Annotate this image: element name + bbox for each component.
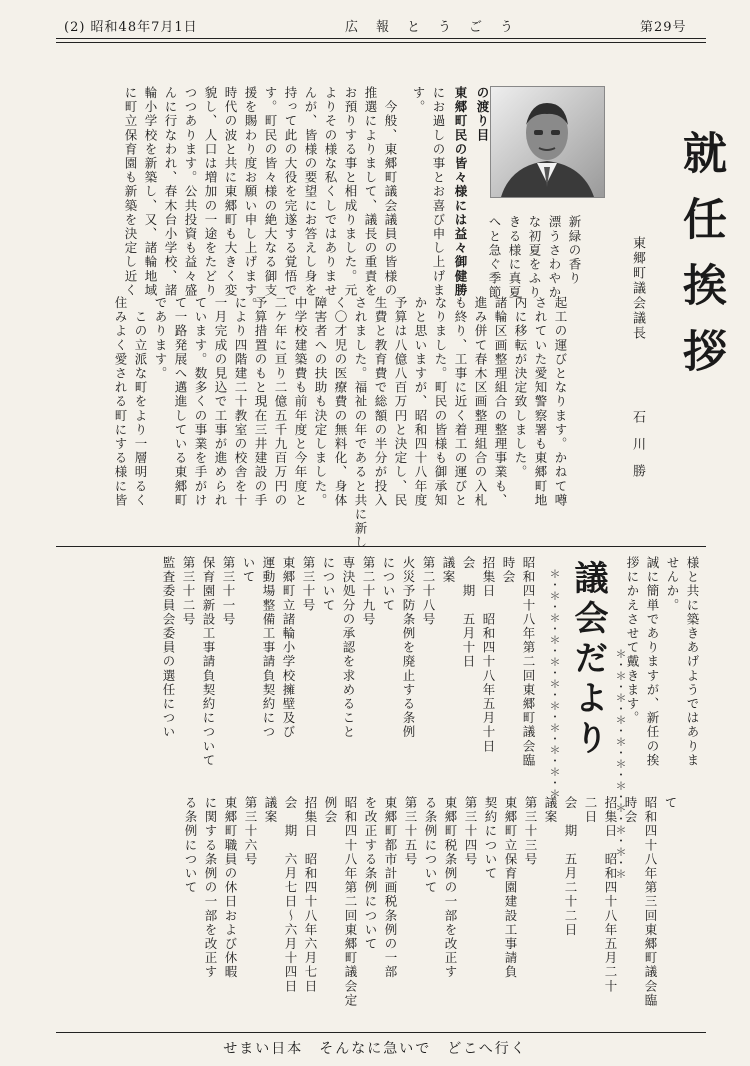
footer-rule bbox=[56, 1032, 706, 1033]
lead-bold-2-text: 東郷町民の皆々様には益々御健勝 bbox=[453, 86, 468, 298]
publication-title: 広報とうごう bbox=[345, 20, 532, 35]
council-session-1: 昭和四十八年第二回東郷町議会臨 時会 招集日 昭和四十八年五月十日 会 期 五月十日 議案 第二十八号 火災予防条例を廃止する条例 について 第二十九号 専決処分の承認を求めること について 第三十号 東郷町立諸輪小学校擁壁及び 運動場整備工事請負契約につ いて 第三十一号 保育園新設工事請負契約について 第三十二号 監査委員会委員の選任につい bbox=[161, 556, 536, 768]
beside-photo-line: へと急ぐ季節 bbox=[487, 215, 502, 300]
decorative-star-border: ＊・＊・＊・＊・＊・＊・＊・＊・＊・＊・＊ bbox=[614, 648, 627, 879]
header-rule-2 bbox=[56, 42, 706, 43]
issue-date: (2) 昭和48年7月1日 bbox=[64, 20, 198, 35]
beside-photo-line: 新緑の香り bbox=[567, 215, 582, 286]
author-name: 石川勝 bbox=[630, 410, 645, 491]
section-divider bbox=[56, 546, 706, 547]
author-portrait-photo bbox=[490, 86, 605, 198]
council-session-2: て 昭和四十八年第三回東郷町議会臨 時会 招集日 昭和四十八年五月二十 二日 会 期 五月二十二日 議案 第三十三号 東郷町立保育園建設工事請負 契約について 第三十四号 東郷町税条例の一部を改正す る条例について 第三十五号 東郷町都市計画税条例の一部 を改正する条例について 昭和四十八年第二回東郷町議会定 例会 招集日 昭和四十八年六月七日 会 期 六月七日〜六月十四日 議案 第三十六号 東郷町職員の休日および休暇 に関する条例の一部を改正す る条例について bbox=[183, 796, 678, 1008]
header-rule bbox=[56, 38, 706, 39]
article-title: 就任挨拶 bbox=[675, 130, 726, 394]
portrait-illustration bbox=[491, 87, 604, 197]
footer-slogan: せまい日本 そんなに急いで どこへ行く bbox=[223, 1041, 527, 1057]
decorative-star-border-2: ＊・＊・＊・＊・＊・＊・＊・＊・＊・＊・＊ bbox=[548, 568, 561, 799]
beside-photo-line: 漂うさわやか bbox=[547, 215, 562, 300]
lead-bold-1: の渡り目 bbox=[475, 86, 490, 143]
article-paragraph-1: にお過しの事とお喜び申し上げま す。 bbox=[411, 86, 446, 298]
article-closing: 様と共に築きあげようではありま せんか。 誠に簡単でありますが、新任の挨 拶にかえさせて戴きます。 bbox=[625, 556, 700, 768]
author-role: 東郷町議会議長 bbox=[630, 236, 645, 341]
beside-photo-line: な初夏をふり bbox=[527, 215, 542, 300]
beside-photo-line: きる様に真夏 bbox=[507, 215, 522, 300]
article-paragraph-2: 今般、東郷町議会議員の皆様の 推選によりまして、議長の重責を お預りする事と相成りました。元 よりその様な私くしではありませ んが、皆様の要望にお答えし身を 持って此の大役を完遂する覚悟で す。町民の皆々様の絶大なる御支 援を賜わり度お願い申し上げます。 時代の波と共に東郷町も大きく変 貌し、人口は増加の一途をたどり つつあります。公共投資も益々盛 んに行なわれ、春木台小学校、諸 輪小学校を新築し、又、諸輪地域 に町立保育園も新築を決定し近く bbox=[123, 86, 398, 312]
council-news-title: 議会だより bbox=[568, 560, 608, 760]
article-paragraph-3: 起工の運びとなります。かねて噂 されていた愛知警察署も東郷町地 内に移転が決定致しました。 諸輪区画整理組合の整理事業も、 進み併て春木区画整理組合の入札 も終り、工事に近く着工の運びと なりました。町民の皆様も御承知 かと思いますが、昭和四十八年度 予算は八億八百万円と決定し、民 生費と教育費で総額の半分が投入 されました。福祉の年であると共に新し く〇才児の医療費の無料化、身体 障害者への扶助も決定しました。 中学校建築費も前年度と今年度と 二ケ年に亘り二億五千九百万円の 予算措置のもと現在三井建設の手 により四階建二十教室の校舎を十 一月完成の見込で工事が進められ ています。数多くの事業を手がけ て一路発展へ邁進している東郷町 であります。 この立派な町をより一層明るく 住みよく愛される町にする様に皆 bbox=[113, 296, 568, 550]
issue-number: 第29号 bbox=[640, 20, 687, 35]
